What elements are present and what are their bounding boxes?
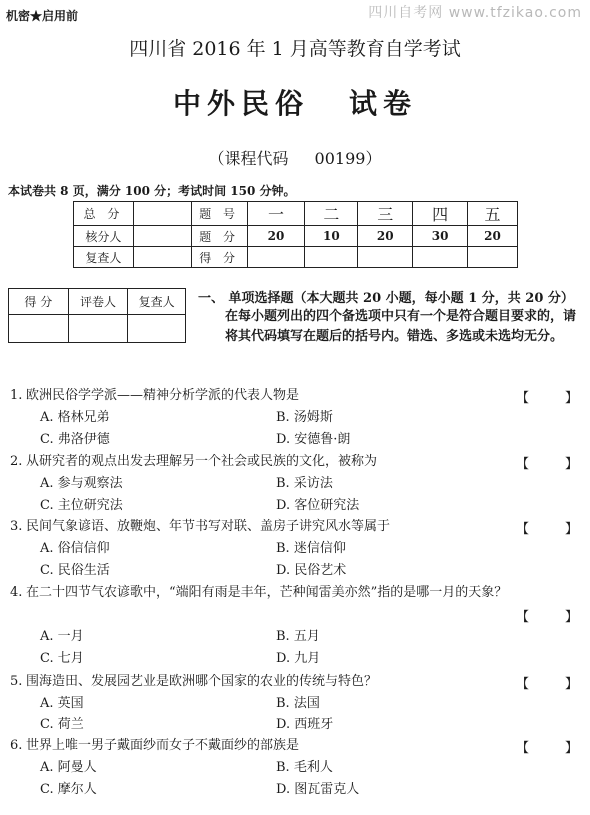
question-number: 5. — [10, 674, 23, 689]
option-a: A. 一月 — [40, 629, 84, 644]
table-row — [9, 315, 186, 343]
option-a: A. 英国 — [40, 696, 84, 711]
option-c: C. 主位研究法 — [40, 498, 123, 513]
points-cell: 20 — [358, 226, 413, 247]
question-text: 世界上唯一男子戴面纱而女子不戴面纱的部族是 — [26, 738, 300, 753]
option-d: D. 客位研究法 — [276, 498, 360, 513]
exam-info: 本试卷共 8 页，满分 100 分；考试时间 150 分钟。 — [8, 184, 296, 198]
option-b: B. 汤姆斯 — [276, 410, 333, 425]
column-header: 二 — [305, 202, 358, 226]
exam-title: 四川省 2016 年 1 月高等教育自学考试 — [129, 38, 461, 60]
answer-bracket[interactable] — [516, 606, 578, 625]
reviewer-label: 复查人 — [74, 247, 134, 268]
score-obtained-cell — [468, 247, 518, 268]
option-c: C. 摩尔人 — [40, 782, 97, 797]
question-text: 在二十四节气农谚歌中，“端阳有雨是丰年，芒种闻雷美亦然”指的是哪一月的天象？ — [26, 585, 508, 600]
section-instructions: 在每小题列出的四个备选项中只有一个是符合题目要求的，请将其代码填写在题后的括号内。错选、多选或未选均无分。 — [225, 309, 577, 344]
option-b: B. 五月 — [276, 629, 320, 644]
confidential-label: 机密★启用前 — [6, 9, 79, 23]
column-header: 四 — [413, 202, 468, 226]
option-a: A. 阿曼人 — [40, 760, 97, 775]
bracket-open: 【 — [516, 391, 530, 406]
option-c: C. 民俗生活 — [40, 563, 110, 578]
option-d: D. 民俗艺术 — [276, 563, 347, 578]
answer-bracket[interactable] — [516, 387, 578, 406]
paper-label: 试卷 — [349, 87, 418, 120]
option-d: D. 九月 — [276, 651, 321, 666]
total-score-label: 总 分 — [74, 202, 134, 226]
option-d: D. 图瓦雷克人 — [276, 782, 360, 797]
option-c: C. 七月 — [40, 651, 84, 666]
course-code-value: 00199） — [314, 149, 382, 168]
question-number-label: 题 号 — [191, 202, 247, 226]
bracket-close: 】 — [564, 391, 578, 406]
total-score-cell — [133, 202, 191, 226]
bracket-open: 【 — [516, 522, 530, 537]
option-d: D. 西班牙 — [276, 717, 334, 732]
bracket-close: 】 — [564, 741, 578, 756]
table-row — [74, 202, 518, 226]
bracket-close: 】 — [564, 457, 578, 472]
course-code — [0, 146, 590, 169]
bracket-open: 【 — [516, 677, 530, 692]
question-number: 3. — [10, 519, 23, 534]
grader-table — [8, 288, 186, 343]
question-number: 6. — [10, 738, 23, 753]
bracket-open: 【 — [516, 741, 530, 756]
question-text: 欧洲民俗学学派——精神分析学派的代表人物是 — [26, 388, 300, 403]
points-label: 题 分 — [191, 226, 247, 247]
points-cell: 30 — [413, 226, 468, 247]
question-number: 1. — [10, 388, 23, 403]
bracket-close: 】 — [564, 522, 578, 537]
score-obtained-label: 得 分 — [191, 247, 247, 268]
points-cell: 10 — [305, 226, 358, 247]
score-cell — [9, 315, 69, 343]
score-obtained-cell — [305, 247, 358, 268]
score-summary-table — [73, 201, 518, 268]
option-b: B. 迷信信仰 — [276, 541, 346, 556]
column-header: 一 — [247, 202, 305, 226]
option-b: B. 采访法 — [276, 476, 333, 491]
answer-bracket[interactable] — [516, 737, 578, 756]
option-b: B. 毛利人 — [276, 760, 333, 775]
question-text: 从研究者的观点出发去理解另一个社会或民族的文化，被称为 — [26, 454, 378, 469]
bracket-open: 【 — [516, 610, 530, 625]
answer-bracket[interactable] — [516, 518, 578, 537]
table-row — [74, 226, 518, 247]
reviewer-cell — [128, 315, 186, 343]
score-obtained-cell — [358, 247, 413, 268]
answer-bracket[interactable] — [516, 453, 578, 472]
course-code-label: （课程代码 — [208, 149, 289, 168]
option-d: D. 安德鲁·朗 — [276, 432, 351, 447]
option-b: B. 法国 — [276, 696, 320, 711]
question-number: 2. — [10, 454, 23, 469]
column-header: 五 — [468, 202, 518, 226]
table-row — [9, 289, 186, 315]
checker-cell — [133, 226, 191, 247]
reviewer-header: 复查人 — [128, 289, 186, 315]
checker-label: 核分人 — [74, 226, 134, 247]
reviewer-cell — [133, 247, 191, 268]
score-obtained-cell — [413, 247, 468, 268]
column-header: 三 — [358, 202, 413, 226]
points-cell: 20 — [247, 226, 305, 247]
option-a: A. 俗信信仰 — [40, 541, 110, 556]
bracket-open: 【 — [516, 457, 530, 472]
question-text: 民间气象谚语、放鞭炮、年节书写对联、盖房子讲究风水等属于 — [26, 519, 391, 534]
subject-title — [0, 82, 590, 122]
points-cell: 20 — [468, 226, 518, 247]
option-a: A. 格林兄弟 — [40, 410, 110, 425]
option-a: A. 参与观察法 — [40, 476, 123, 491]
grader-cell — [68, 315, 128, 343]
question-number: 4. — [10, 585, 23, 600]
table-row — [74, 247, 518, 268]
score-obtained-cell — [247, 247, 305, 268]
bracket-close: 】 — [564, 610, 578, 625]
score-header: 得 分 — [9, 289, 69, 315]
section-title: 一、 单项选择题（本大题共 20 小题，每小题 1 分，共 20 分） — [198, 291, 574, 306]
option-c: C. 弗洛伊德 — [40, 432, 110, 447]
answer-bracket[interactable] — [516, 673, 578, 692]
subject-name: 中外民俗 — [172, 87, 309, 120]
bracket-close: 】 — [564, 677, 578, 692]
watermark: 四川自考网 www.tfzikao.com — [368, 5, 582, 21]
question-text: 围海造田、发展园艺业是欧洲哪个国家的农业的传统与特色？ — [26, 674, 378, 689]
option-c: C. 荷兰 — [40, 717, 84, 732]
grader-header: 评卷人 — [68, 289, 128, 315]
